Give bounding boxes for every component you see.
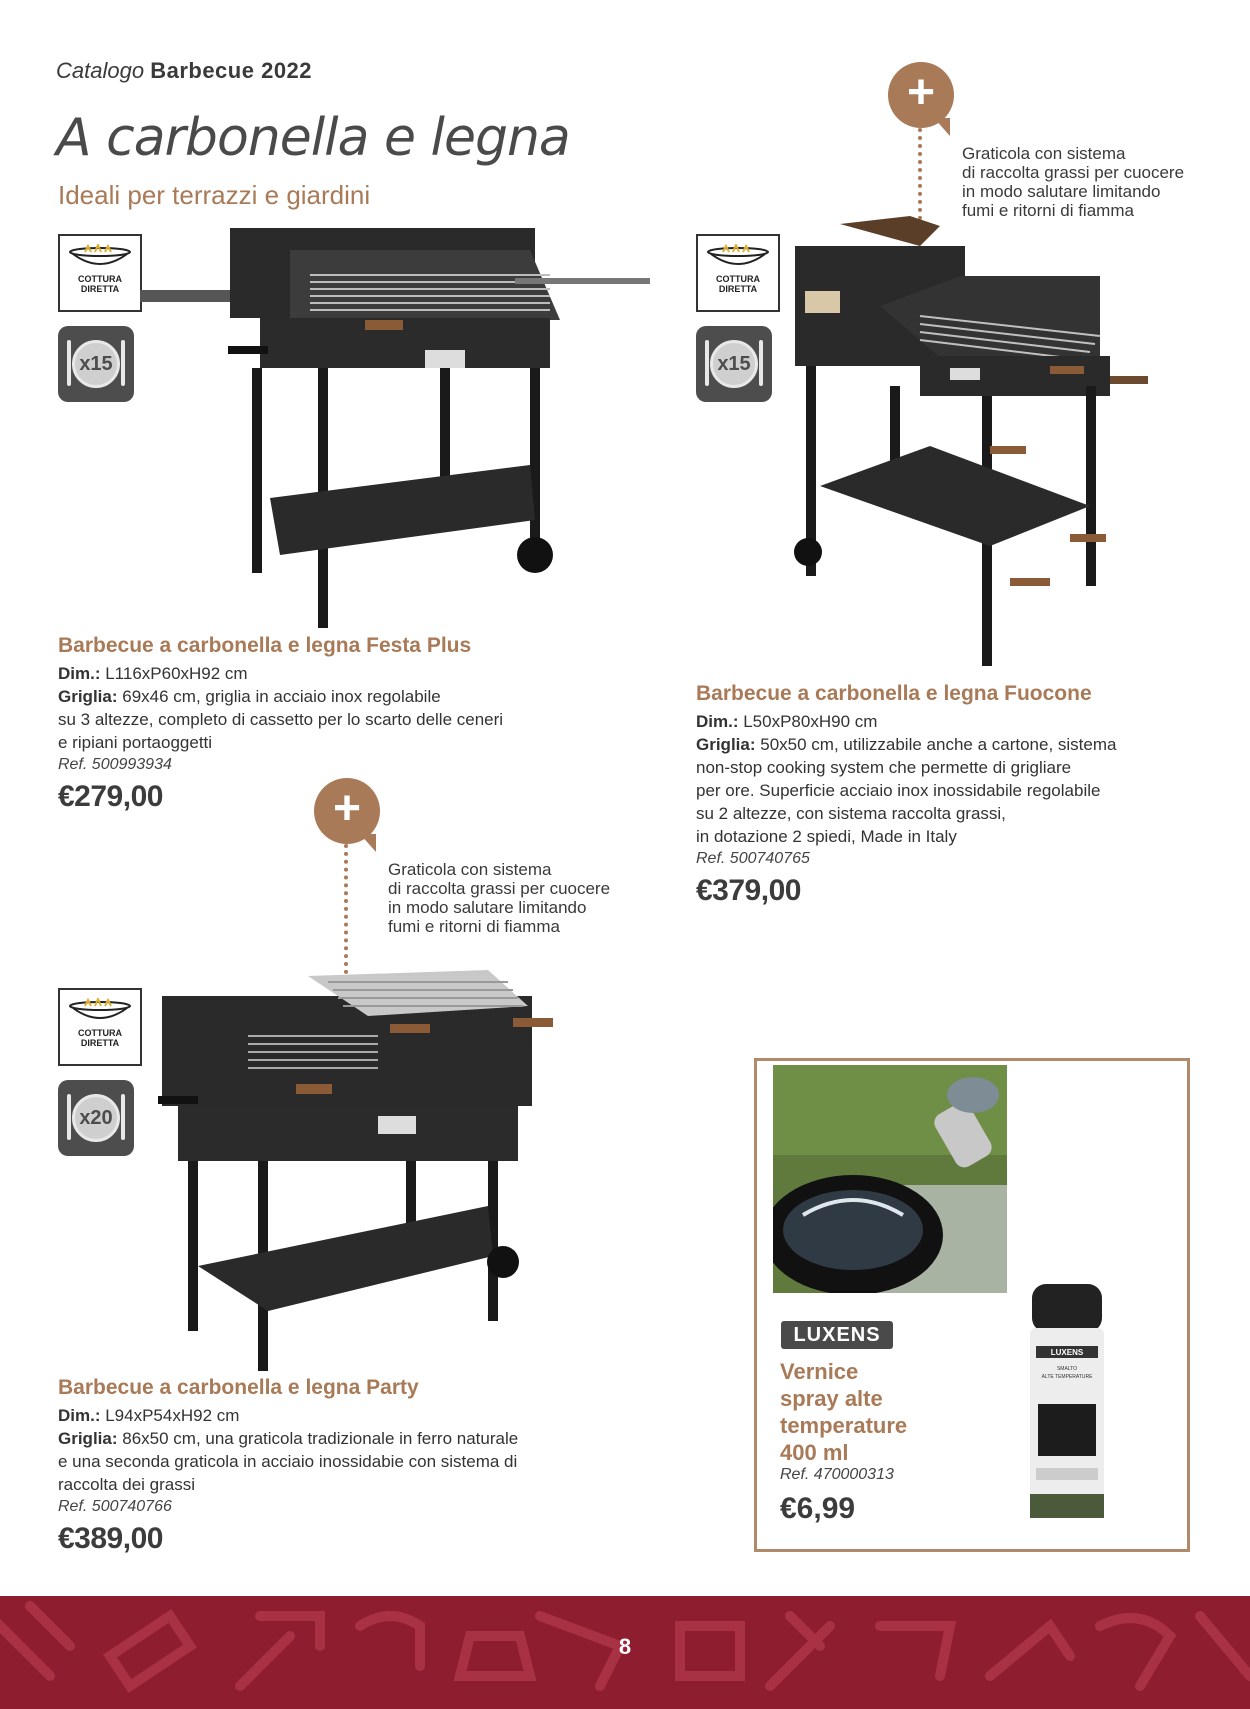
desc-line: in dotazione 2 spiedi, Made in Italy: [696, 827, 957, 846]
grill-flame-icon: [65, 998, 135, 1024]
desc-line: non-stop cooking system che permette di grigliare: [696, 758, 1072, 777]
product-price: €379,00: [696, 874, 801, 907]
knife-icon: [121, 1094, 125, 1140]
note-line: Graticola con sistema: [962, 144, 1126, 163]
desc-line: su 3 altezze, completo di cassetto per lo scarto delle ceneri: [58, 710, 504, 729]
diretta-label: DIRETTA: [80, 284, 120, 294]
fork-icon: [67, 1094, 71, 1140]
knife-icon: [121, 340, 125, 386]
serves-count: x15: [710, 340, 758, 388]
product-price: €6,99: [780, 1492, 856, 1525]
product-name: Barbecue a carbonella e legna Fuocone: [696, 682, 1092, 705]
product-price: €279,00: [58, 780, 163, 813]
name-line: spray alte: [780, 1386, 883, 1411]
note-line: di raccolta grassi per cuocere: [962, 163, 1185, 182]
dim-label: Dim.:: [696, 712, 739, 731]
serves-badge: [58, 326, 134, 402]
note-line: fumi e ritorni di fiamma: [388, 917, 560, 936]
note-line: in modo salutare limitando: [388, 898, 587, 917]
page-subtitle: Ideali per terrazzi e giardini: [58, 180, 371, 210]
dim-value: L116xP60xH92 cm: [100, 664, 248, 683]
party-grill-image: [158, 966, 608, 1376]
serves-count: x20: [72, 1094, 120, 1142]
festa-plus-grill-image: [140, 220, 650, 630]
note-line: fumi e ritorni di fiamma: [962, 201, 1134, 220]
serves-badge: [58, 1080, 134, 1156]
product-festa-plus: [58, 634, 503, 814]
fork-icon: [67, 340, 71, 386]
plus-badge: +: [314, 778, 380, 844]
product-name: Barbecue a carbonella e legna Festa Plus: [58, 634, 472, 657]
product-description: [58, 662, 503, 754]
desc-line: e ripiani portaoggetti: [58, 733, 213, 752]
name-line: 400 ml: [780, 1440, 849, 1465]
desc-line: e una seconda graticola in acciaio inossidabie con sistema di: [58, 1452, 518, 1471]
serves-badge: [696, 326, 772, 402]
cottura-diretta-badge: [58, 234, 142, 312]
can-text: ALTE TEMPERATURE: [1041, 1374, 1093, 1380]
page-title: A carbonella e legna: [56, 108, 570, 168]
product-ref: Ref. 500740766: [58, 1498, 172, 1515]
product-ref: Ref. 500993934: [58, 756, 172, 773]
product-description: [696, 710, 1116, 848]
product-name: [780, 1358, 980, 1466]
product-party: [58, 1376, 518, 1556]
catalog-line: [56, 58, 312, 84]
product-ref: Ref. 470000313: [780, 1466, 894, 1483]
desc-line: su 2 altezze, con sistema raccolta grassi,: [696, 804, 1006, 823]
luxens-logo: LUXENS: [781, 1321, 893, 1349]
cottura-diretta-badge: [696, 234, 780, 312]
grid-value: 86x50 cm, una graticola tradizionale in ferro naturale: [117, 1429, 519, 1448]
can-brand: LUXENS: [1050, 1348, 1084, 1357]
cottura-label: COTTURA: [78, 274, 122, 284]
fork-icon: [705, 340, 709, 386]
catalog-prefix: Catalogo: [56, 58, 145, 83]
cottura-diretta-badge: [58, 988, 142, 1066]
spray-can-image: [1026, 1284, 1108, 1526]
can-text: SMALTO: [1056, 1366, 1078, 1372]
dim-label: Dim.:: [58, 1406, 101, 1425]
cottura-label: COTTURA: [78, 1028, 122, 1038]
dotted-connector: [344, 844, 348, 974]
knife-icon: [759, 340, 763, 386]
grid-value: 69x46 cm, griglia in acciaio inox regolabile: [117, 687, 441, 706]
feature-note-middle: [388, 860, 610, 936]
page-number: 8: [618, 1634, 632, 1659]
diretta-label: DIRETTA: [80, 1038, 120, 1048]
diretta-label: DIRETTA: [718, 284, 758, 294]
product-price: €389,00: [58, 1522, 163, 1555]
spray-application-photo: [773, 1065, 1007, 1293]
name-line: temperature: [780, 1413, 908, 1438]
dim-label: Dim.:: [58, 664, 101, 683]
product-name: Barbecue a carbonella e legna Party: [58, 1376, 419, 1399]
feature-note-top: [962, 144, 1184, 220]
grid-value: 50x50 cm, utilizzabile anche a cartone, sistema: [755, 735, 1117, 754]
note-line: di raccolta grassi per cuocere: [388, 879, 611, 898]
product-ref: Ref. 500740765: [696, 850, 810, 867]
dim-value: L94xP54xH92 cm: [100, 1406, 240, 1425]
plus-badge: +: [888, 62, 954, 128]
grill-flame-icon: [703, 244, 773, 270]
name-line: Vernice: [780, 1359, 859, 1384]
plus-badge-tail: [360, 834, 376, 852]
fuocone-grill-image: [790, 216, 1180, 676]
note-line: Graticola con sistema: [388, 860, 552, 879]
desc-line: per ore. Superficie acciaio inox inossidabile regolabile: [696, 781, 1101, 800]
grid-label: Griglia:: [696, 735, 756, 754]
dim-value: L50xP80xH90 cm: [738, 712, 878, 731]
grid-label: Griglia:: [58, 1429, 118, 1448]
page-footer: [0, 1596, 1250, 1709]
product-description: [58, 1404, 518, 1496]
desc-line: raccolta dei grassi: [58, 1475, 196, 1494]
product-fuocone: [696, 682, 1116, 908]
catalog-title: Barbecue 2022: [150, 58, 313, 83]
plus-badge-tail: [934, 118, 950, 136]
cottura-label: COTTURA: [716, 274, 760, 284]
grill-flame-icon: [65, 244, 135, 270]
dotted-connector: [918, 128, 922, 220]
grid-label: Griglia:: [58, 687, 118, 706]
serves-count: x15: [72, 340, 120, 388]
note-line: in modo salutare limitando: [962, 182, 1161, 201]
